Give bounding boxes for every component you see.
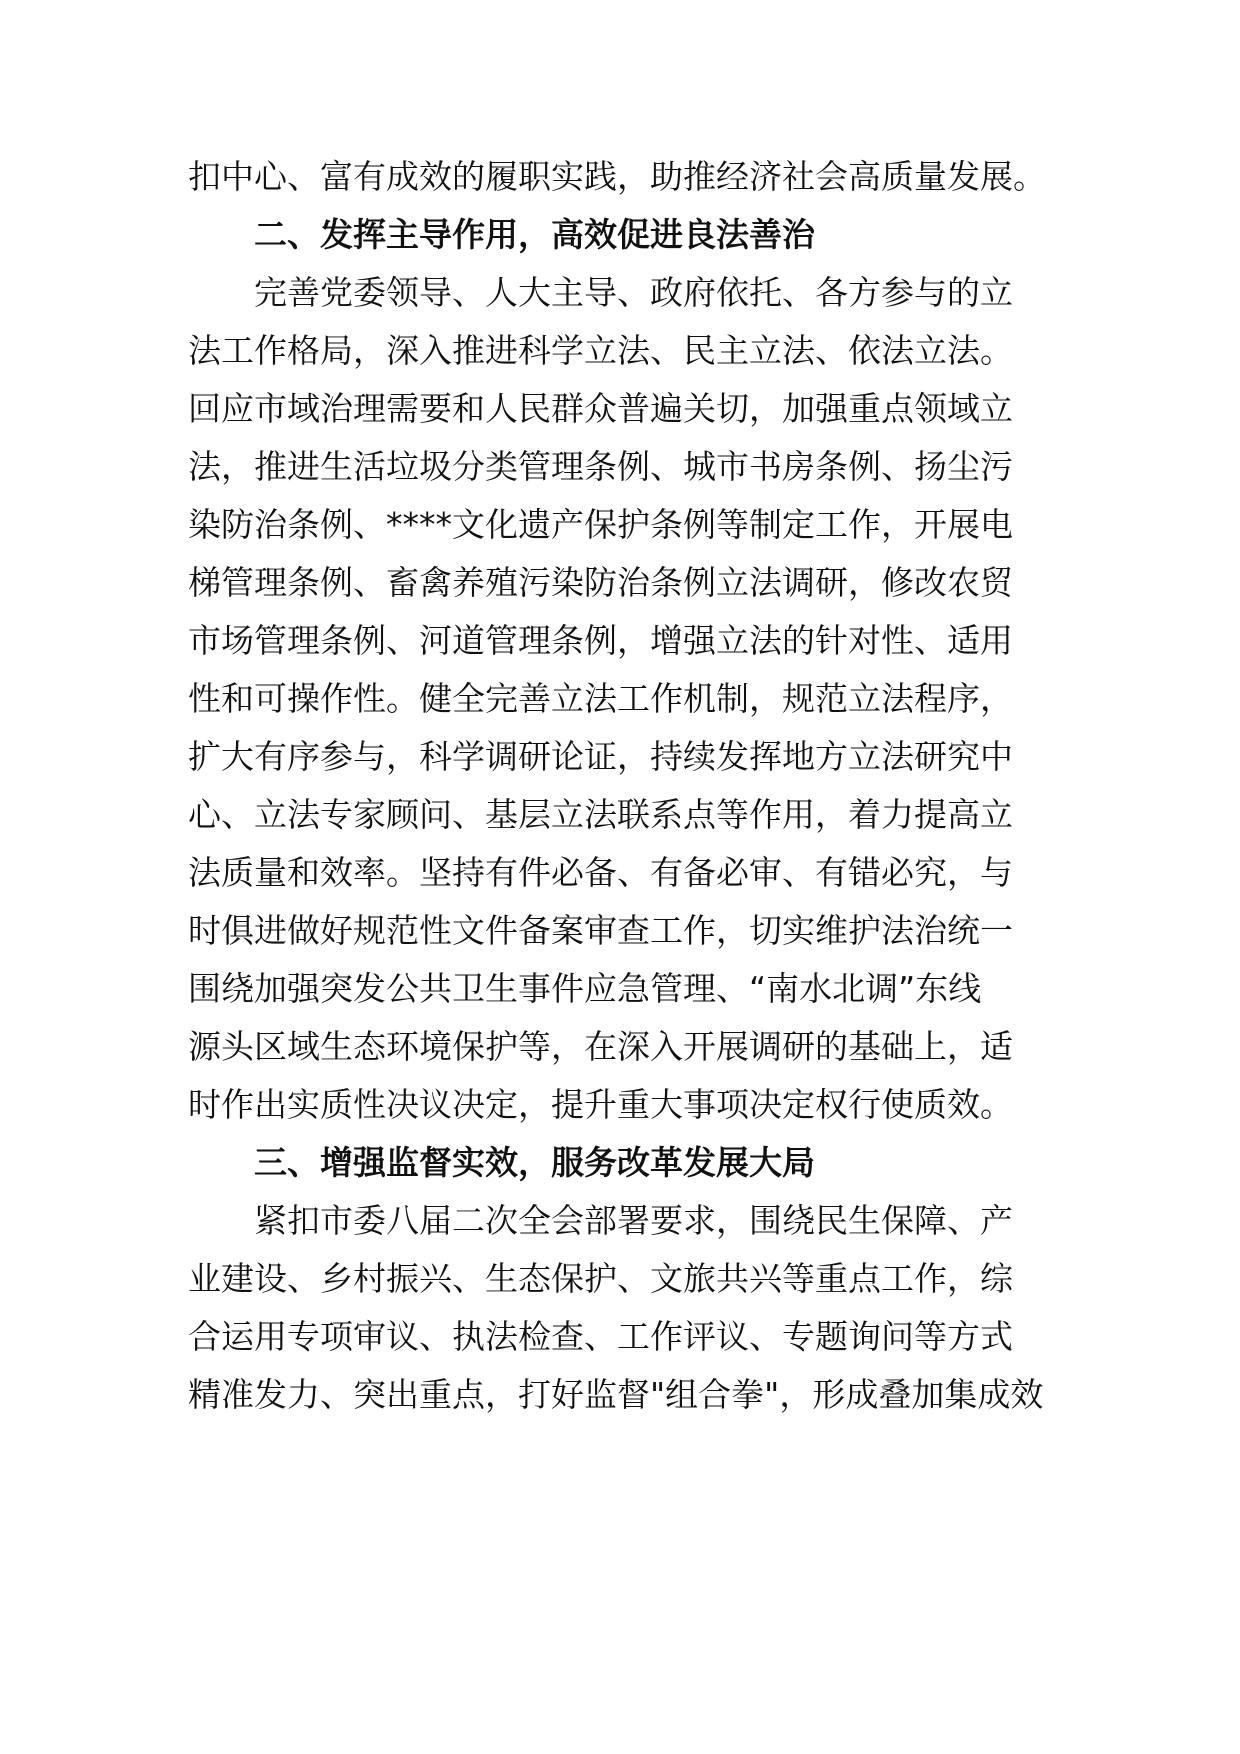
body-text-line: 精准发力、突出重点，打好监督"组合拳"，形成叠加集成效 bbox=[188, 1375, 1044, 1414]
body-text-line: 时作出实质性决议决定，提升重大事项决定权行使质效。 bbox=[188, 1085, 1013, 1124]
section-heading: 三、增强监督实效，服务改革发展大局 bbox=[254, 1143, 815, 1182]
body-text-line: 时俱进做好规范性文件备案审查工作，切实维护法治统一 bbox=[188, 911, 1013, 950]
body-text-line: 紧扣市委八届二次全会部署要求，围绕民生保障、产 bbox=[254, 1201, 1013, 1240]
body-text-line: 性和可操作性。健全完善立法工作机制，规范立法程序， bbox=[188, 679, 1013, 718]
body-text-line: 法质量和效率。坚持有件必备、有备必审、有错必究，与 bbox=[188, 853, 1013, 892]
body-text-line: 法，推进生活垃圾分类管理条例、城市书房条例、扬尘污 bbox=[188, 447, 1013, 486]
body-text-line: 心、立法专家顾问、基层立法联系点等作用，着力提高立 bbox=[188, 795, 1013, 834]
section-heading: 二、发挥主导作用，高效促进良法善治 bbox=[254, 215, 815, 254]
body-text-line: 源头区域生态环境保护等，在深入开展调研的基础上，适 bbox=[188, 1027, 1013, 1066]
body-text-line: 扩大有序参与，科学调研论证，持续发挥地方立法研究中 bbox=[188, 737, 1013, 776]
body-text-line: 业建设、乡村振兴、生态保护、文旅共兴等重点工作，综 bbox=[188, 1259, 1013, 1298]
body-text-line: 回应市域治理需要和人民群众普遍关切，加强重点领域立 bbox=[188, 389, 1013, 428]
body-text-line: 完善党委领导、人大主导、政府依托、各方参与的立 bbox=[254, 273, 1013, 312]
body-text-line: 染防治条例、****文化遗产保护条例等制定工作，开展电 bbox=[188, 505, 1013, 544]
body-text-line: 市场管理条例、河道管理条例，增强立法的针对性、适用 bbox=[188, 621, 1013, 660]
body-text-line: 扣中心、富有成效的履职实践，助推经济社会高质量发展。 bbox=[188, 157, 1046, 196]
body-text-line: 梯管理条例、畜禽养殖污染防治条例立法调研，修改农贸 bbox=[188, 563, 1013, 602]
body-text-line: 围绕加强突发公共卫生事件应急管理、“南水北调”东线 bbox=[188, 969, 982, 1008]
body-text-line: 合运用专项审议、执法检查、工作评议、专题询问等方式 bbox=[188, 1317, 1013, 1356]
body-text-line: 法工作格局，深入推进科学立法、民主立法、依法立法。 bbox=[188, 331, 1013, 370]
